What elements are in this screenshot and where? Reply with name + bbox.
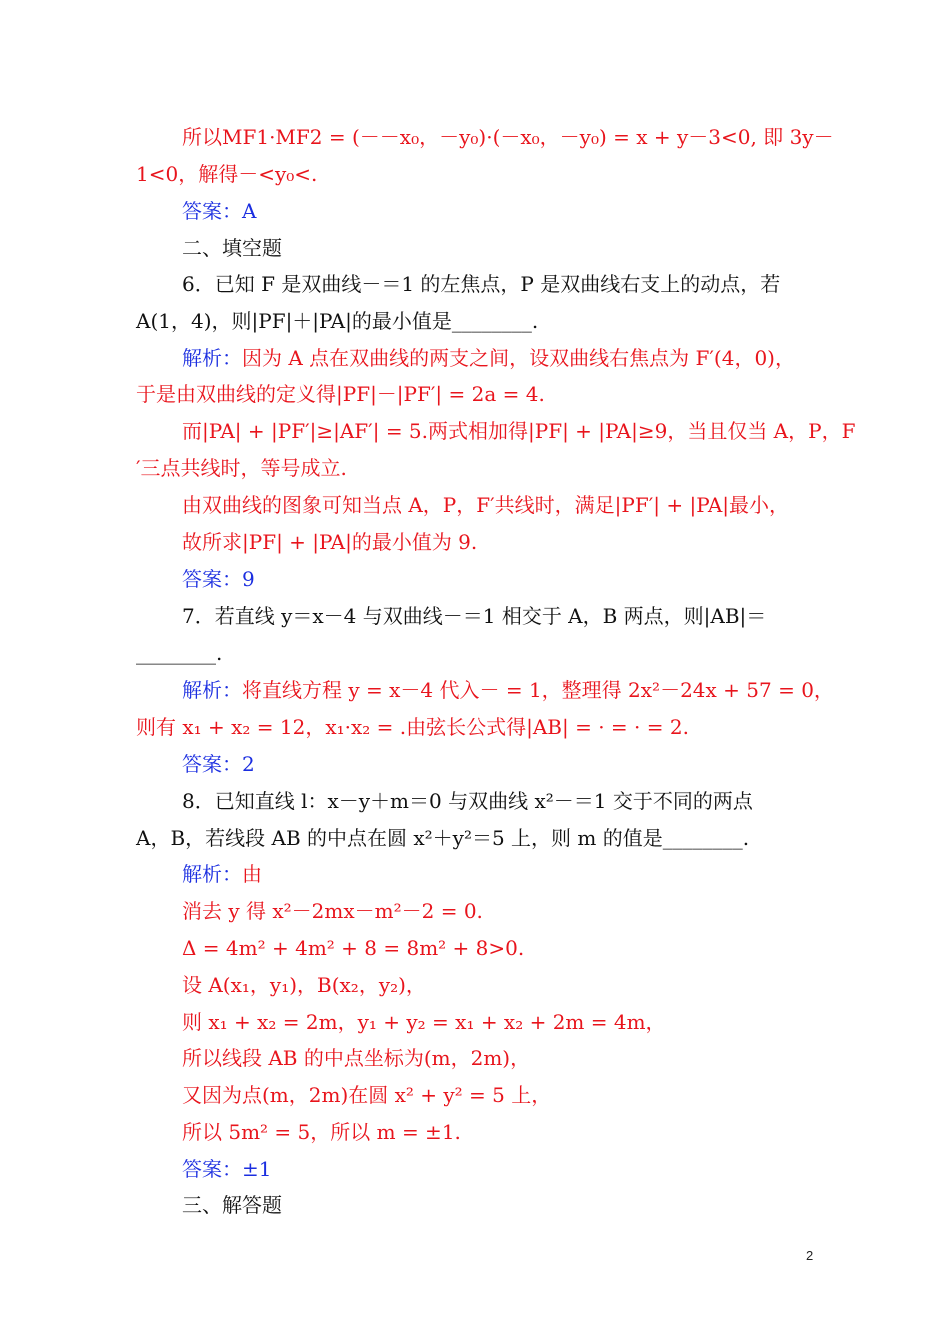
solution-line: Δ = 4m² + 4m² + 8 = 8m² + 8>0. [182, 936, 525, 960]
solution-line: 所以MF1·MF2 = (－－x₀，－y₀)·(－x₀，－y₀) = x + y－3<0, 即 3y－ [182, 125, 834, 149]
answer-line: 答案：A [182, 199, 257, 223]
solution-line: 于是由双曲线的定义得|PF|－|PF′| = 2a = 4. [136, 382, 545, 406]
solution-label: 解析： [182, 346, 242, 370]
solution-line: 由双曲线的图象可知当点 A，P，F′共线时，满足|PF′| + |PA|最小， [182, 493, 790, 517]
solution-line: 所以线段 AB 的中点坐标为(m，2m)， [182, 1046, 531, 1070]
answer-line: 答案：9 [182, 567, 255, 591]
solution-line: 故所求|PF| + |PA|的最小值为 9. [182, 530, 478, 554]
solution-line: 消去 y 得 x²－2mx－m²－2 = 0. [182, 899, 483, 923]
page-number: 2 [806, 1248, 814, 1263]
question-line: 7．若直线 y＝x－4 与双曲线－＝1 相交于 A，B 两点，则|AB|＝ [182, 604, 767, 628]
question-line: A，B，若线段 AB 的中点在圆 x²＋y²＝5 上，则 m 的值是________. [136, 826, 750, 850]
solution-line: 1<0，解得－<y₀<. [136, 162, 318, 186]
solution-text: 因为 A 点在双曲线的两支之间，设双曲线右焦点为 F′(4，0)， [242, 346, 795, 370]
question-line: 8．已知直线 l：x－y＋m＝0 与双曲线 x²－＝1 交于不同的两点 [182, 789, 753, 813]
section-heading: 二、填空题 [182, 236, 282, 260]
question-line: 6．已知 F 是双曲线－＝1 的左焦点，P 是双曲线右支上的动点，若 [182, 272, 781, 296]
solution-line: 则有 x₁ + x₂ = 12，x₁·x₂ = .由弦长公式得|AB| = · = · = 2. [136, 715, 689, 739]
solution-line: 而|PA| + |PF′|≥|AF′| = 5.两式相加得|PF| + |PA|≥9，当且仅当 A，P，F [182, 419, 856, 443]
solution-line: ′三点共线时，等号成立. [136, 456, 347, 480]
answer-line: 答案：2 [182, 752, 255, 776]
solution-line: 又因为点(m，2m)在圆 x² + y² = 5 上， [182, 1083, 552, 1107]
solution-line [182, 677, 834, 703]
question-line: A(1，4)，则|PF|＋|PA|的最小值是________. [136, 309, 539, 333]
solution-line: 则 x₁ + x₂ = 2m，y₁ + y₂ = x₁ + x₂ + 2m = 4m， [182, 1010, 666, 1034]
solution-label: 解析： [182, 678, 242, 702]
solution-label-line [182, 861, 262, 887]
solution-label: 解析： [182, 862, 242, 886]
solution-line [182, 345, 795, 371]
solution-line: 所以 5m² = 5，所以 m = ±1. [182, 1120, 461, 1144]
answer-line: 答案：±1 [182, 1157, 272, 1181]
solution-text: 将直线方程 y = x－4 代入－ = 1，整理得 2x²－24x + 57 = 0， [242, 678, 834, 702]
question-line: ________. [136, 641, 223, 665]
solution-text: 由 [242, 862, 262, 886]
section-heading: 三、解答题 [182, 1193, 282, 1217]
solution-line: 设 A(x₁，y₁)，B(x₂，y₂)， [182, 973, 426, 997]
